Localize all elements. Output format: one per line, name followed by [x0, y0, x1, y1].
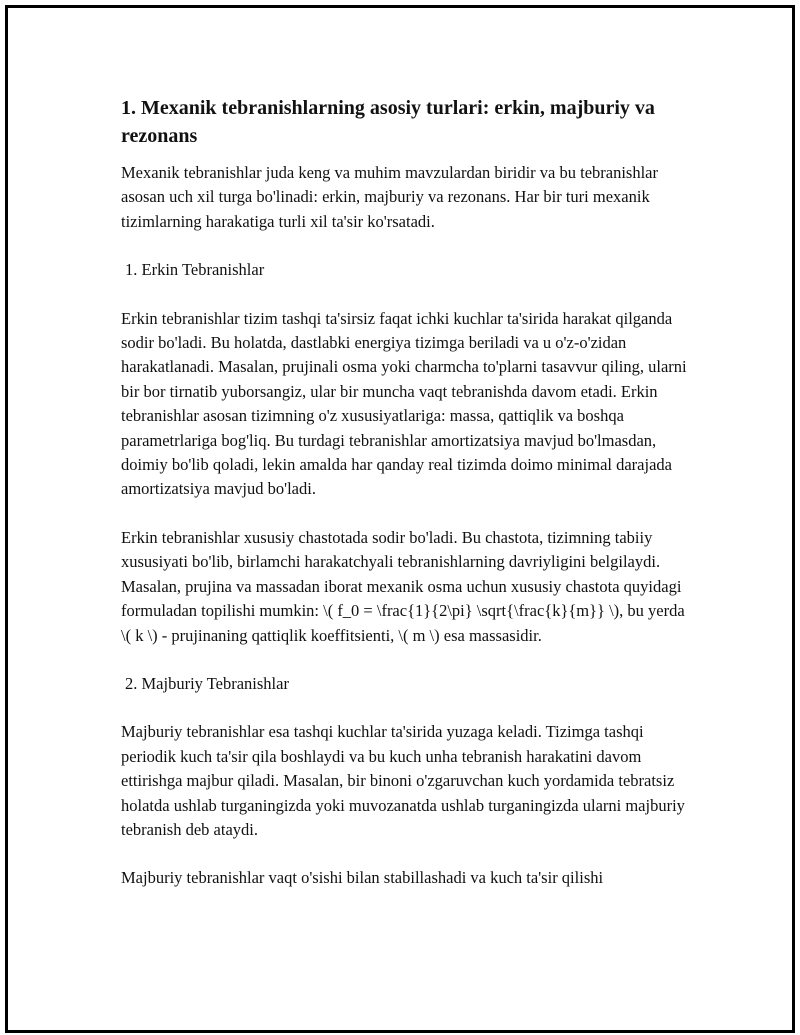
document-body [121, 94, 687, 891]
majburiy-paragraph-1: Majburiy tebranishlar esa tashqi kuchlar ta'sirida yuzaga keladi. Tizimga tashqi periodik kuch ta'sir qila boshlaydi va bu kuch unha tebranish harakatini davom ettirishga majbur qiladi. Masalan, bir binoni o'zgaruvchan kuch yordamida tebratsiz holatda ushlab turganingizda yoki muvozanatda ushlab turganingizda ularni majburiy tebranish deb ataydi. [121, 722, 685, 839]
majburiy-paragraph-2: Majburiy tebranishlar vaqt o'sishi bilan stabillashadi va kuch ta'sir qilishi [121, 868, 604, 888]
section-heading-erkin: 1. Erkin Tebranishlar [125, 260, 265, 280]
section-heading-majburiy: 2. Majburiy Tebranishlar [125, 673, 289, 693]
erkin-paragraph-2: Erkin tebranishlar xususiy chastotada sodir bo'ladi. Bu chastota, tizimning tabiiy xususiyati bo'lib, birlamchi harakatchyali tebranishlarning davriyligini belgilaydi. Masalan, prujina va massadan iborat mexanik osma uchun xususiy chastota quyidagi formuladan topilishi mumkin: \( f_0 = \frac{1}{2\pi} \sqrt{\frac{k}{m}} \), bu yerda \( k \) - prujinaning qattiqlik koeffitsienti, \( m \) esa massasidir. [121, 527, 685, 645]
page-frame [5, 5, 795, 1033]
erkin-paragraph-1: Erkin tebranishlar tizim tashqi ta'sirsiz faqat ichki kuchlar ta'sirida harakat qilganda sodir bo'ladi. Bu holatda, dastlabki energiya tizimga beriladi va u o'z-o'zidan harakatlanadi. Masalan, prujinali osma yoki charmcha to'plarni tasavvur qiling, ularni bir bor tirnatib yuborsangiz, ular bir muncha vaqt tebranishda davom etadi. Erkin tebranishlar asosan tizimning o'z xususiyatlariga: massa, qattiqlik va boshqa parametrlariga bog'liq. Bu turdagi tebranishlar amortizatsiya mavjud bo'lmasdan, doimiy bo'lib qoladi, lekin amalda har qanday real tizimda doimo minimal darajada amortizatsiya mavjud bo'ladi. [121, 308, 687, 499]
intro-paragraph: Mexanik tebranishlar juda keng va muhim mavzulardan biridir va bu tebranishlar asosan uch xil turga bo'linadi: erkin, majburiy va rezonans. Har bir turi mexanik tizimlarning harakatiga turli xil ta'sir ko'rsatadi. [121, 163, 658, 231]
document-title: 1. Mexanik tebranishlarning asosiy turlari: erkin, majburiy va rezonans [121, 97, 655, 147]
